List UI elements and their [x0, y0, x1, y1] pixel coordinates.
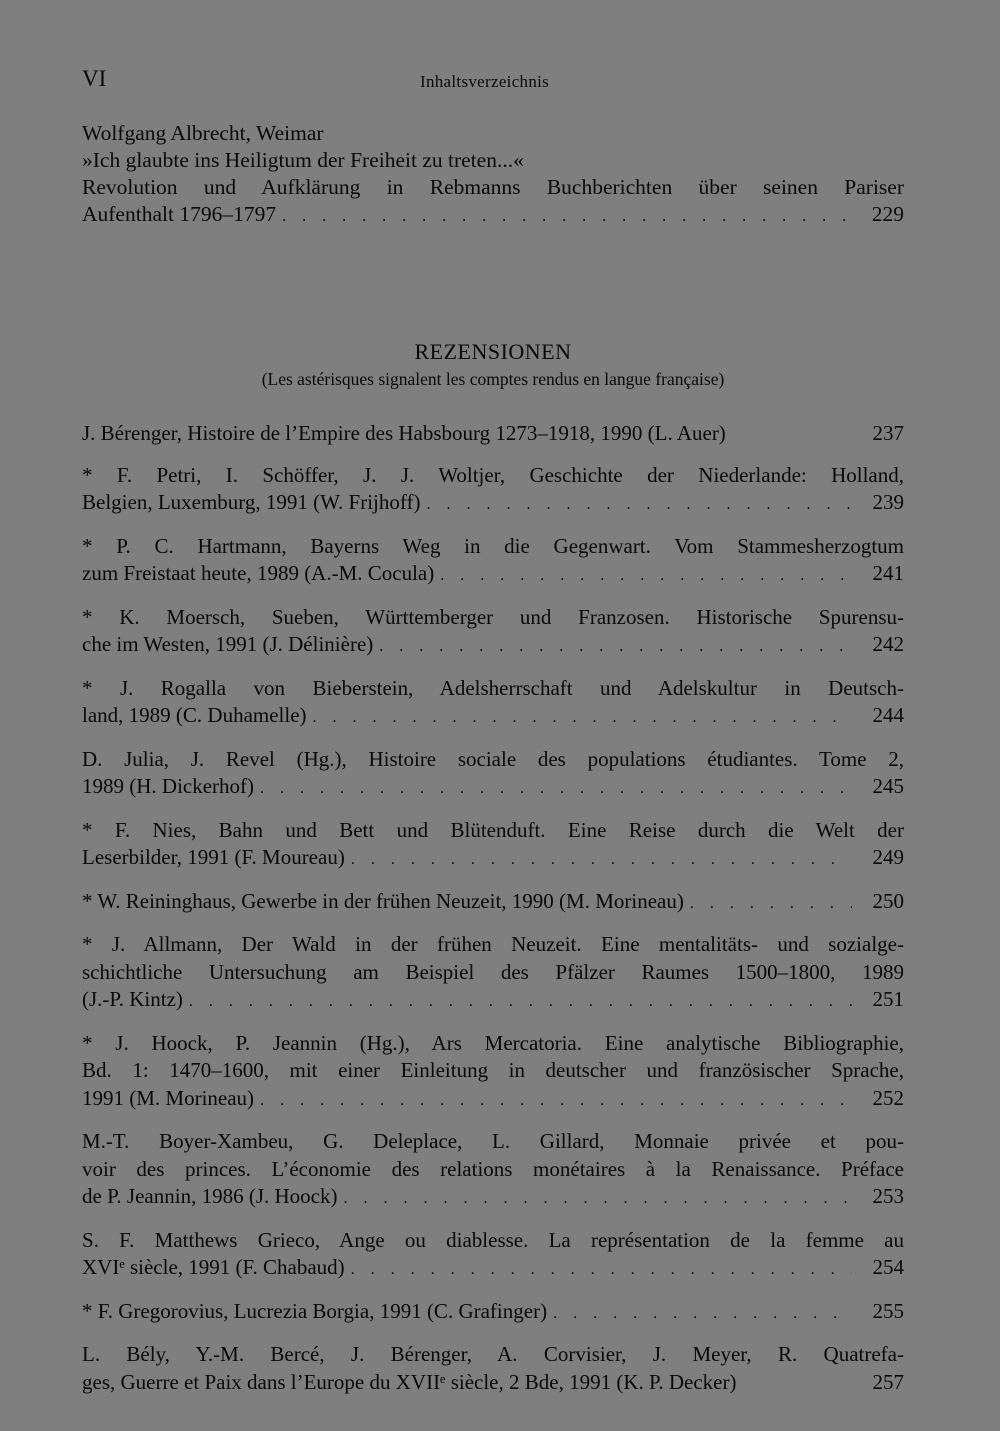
review-page: 249	[872, 845, 904, 869]
review-page: 251	[872, 987, 904, 1011]
article-last-line: Aufenthalt 1796–1797 . . . 229	[82, 201, 904, 230]
review-entry	[82, 533, 904, 590]
review-entry	[82, 1298, 904, 1328]
review-page: 244	[872, 703, 904, 727]
review-line: * J. Allmann, Der Wald in der frühen Neuzeit. Eine mentalitäts- und sozialge-	[82, 932, 904, 956]
leader-dots	[260, 775, 852, 803]
review-line: ges, Guerre et Paix dans l’Europe du XVIIᵉ siècle, 2 Bde, 1991 (K. P. Decker) 257	[82, 1369, 904, 1397]
review-entry	[82, 1227, 904, 1284]
reviews-list	[82, 420, 904, 1410]
article-title-line: Revolution und Aufklärung in Rebmanns Buchberichten über seinen Pariser	[82, 175, 904, 199]
review-line: J. Bérenger, Histoire de l’Empire des Habsbourg 1273–1918, 1990 (L. Auer) 237	[82, 420, 904, 448]
review-page: 255	[872, 1298, 904, 1323]
review-line: de P. Jeannin, 1986 (J. Hoock) . . . 253	[82, 1183, 904, 1213]
review-line: Belgien, Luxemburg, 1991 (W. Frijhoff) . . . 239	[82, 489, 904, 519]
review-entry	[82, 675, 904, 732]
article-entry	[82, 120, 904, 230]
review-line: * J. Rogalla von Bieberstein, Adelsherrschaft und Adelskultur in Deutsch-	[82, 675, 904, 700]
review-line: XVIᵉ siècle, 1991 (F. Chabaud) . . . 254	[82, 1254, 904, 1284]
review-page: 254	[872, 1255, 904, 1279]
review-line: 1989 (H. Dickerhof) . . . 245	[82, 773, 904, 803]
article-title-line: »Ich glaubte ins Heiligtum der Freiheit zu treten...«	[82, 148, 524, 172]
leader-dots	[351, 846, 852, 874]
review-entry	[82, 604, 904, 661]
review-line: * F. Petri, I. Schöffer, J. J. Woltjer, Geschichte der Niederlande: Holland,	[82, 462, 904, 487]
review-line: * J. Hoock, P. Jeannin (Hg.), Ars Mercatoria. Eine analytische Bibliographie,	[82, 1030, 904, 1055]
section-heading	[82, 338, 904, 392]
leader-dots	[379, 633, 852, 661]
leader-dots	[427, 491, 853, 519]
review-line: * K. Moersch, Sueben, Württemberger und Franzosen. Historische Spurensu-	[82, 604, 904, 629]
review-page: 250	[872, 888, 904, 913]
review-page: 239	[872, 490, 904, 514]
review-page: 245	[872, 774, 904, 798]
review-line: * P. C. Hartmann, Bayerns Weg in die Gegenwart. Vom Stammesherzogtum	[82, 533, 904, 558]
review-entry	[82, 420, 904, 448]
leader-dots	[313, 704, 852, 732]
leader-dots	[440, 562, 852, 590]
review-line: che im Westen, 1991 (J. Délinière) . . . 242	[82, 631, 904, 661]
review-line: land, 1989 (C. Duhamelle) . . . 244	[82, 702, 904, 732]
review-line: D. Julia, J. Revel (Hg.), Histoire sociale des populations étudiantes. Tome 2,	[82, 746, 904, 771]
review-entry	[82, 817, 904, 874]
review-line: Bd. 1: 1470–1600, mit einer Einleitung in deutscher und französischer Sprache,	[82, 1058, 904, 1082]
review-line: * W. Reininghaus, Gewerbe in der frühen Neuzeit, 1990 (M. Morineau) . . . 250	[82, 888, 904, 918]
review-line: M.-T. Boyer-Xambeu, G. Deleplace, L. Gillard, Monnaie privée et pou-	[82, 1129, 904, 1153]
leader-dots	[260, 1087, 852, 1115]
review-line: (J.-P. Kintz) . . . 251	[82, 986, 904, 1016]
review-entry	[82, 1030, 904, 1115]
review-entry	[82, 1128, 904, 1213]
review-line: zum Freistaat heute, 1989 (A.-M. Cocula) . . . 241	[82, 560, 904, 590]
leader-dots	[690, 890, 852, 918]
review-line: schichtliche Untersuchung am Beispiel des Pfälzer Raumes 1500–1800, 1989	[82, 959, 904, 984]
review-line: 1991 (M. Morineau) . . . 252	[82, 1085, 904, 1115]
review-line: * F. Nies, Bahn und Bett und Blütenduft. Eine Reise durch die Welt der	[82, 817, 904, 842]
article-page: 229	[871, 202, 904, 226]
review-page: 241	[872, 561, 904, 585]
section-title: REZENSIONEN	[414, 339, 572, 364]
page-number: VI	[82, 66, 107, 91]
review-line: voir des princes. L’économie des relations monétaires à la Renaissance. Préface	[82, 1156, 904, 1181]
review-page: 257	[872, 1369, 904, 1394]
review-page: 252	[872, 1085, 904, 1110]
article-author: Wolfgang Albrecht, Weimar	[82, 121, 324, 145]
review-page: 237	[872, 421, 904, 445]
review-line: * F. Gregorovius, Lucrezia Borgia, 1991 (C. Grafinger) . . . 255	[82, 1298, 904, 1328]
review-page: 242	[872, 632, 904, 656]
leader-dots	[351, 1256, 852, 1284]
review-line: S. F. Matthews Grieco, Ange ou diablesse. La représentation de la femme au	[82, 1227, 904, 1252]
leader-dots	[282, 203, 852, 230]
review-entry	[82, 931, 904, 1016]
section-note: (Les astérisques signalent les comptes rendus en langue française)	[261, 369, 725, 389]
review-page: 253	[872, 1184, 904, 1208]
review-entry	[82, 462, 904, 519]
leader-dots	[343, 1185, 852, 1213]
running-head: Inhaltsverzeichnis	[420, 72, 550, 91]
leader-dots	[553, 1300, 852, 1328]
review-line: L. Bély, Y.-M. Bercé, J. Bérenger, A. Corvisier, J. Meyer, R. Quatrefa-	[82, 1342, 904, 1366]
review-line: Leserbilder, 1991 (F. Moureau) . . . 249	[82, 844, 904, 874]
review-entry	[82, 746, 904, 803]
leader-dots	[189, 988, 852, 1016]
review-entry	[82, 888, 904, 918]
review-entry	[82, 1341, 904, 1396]
